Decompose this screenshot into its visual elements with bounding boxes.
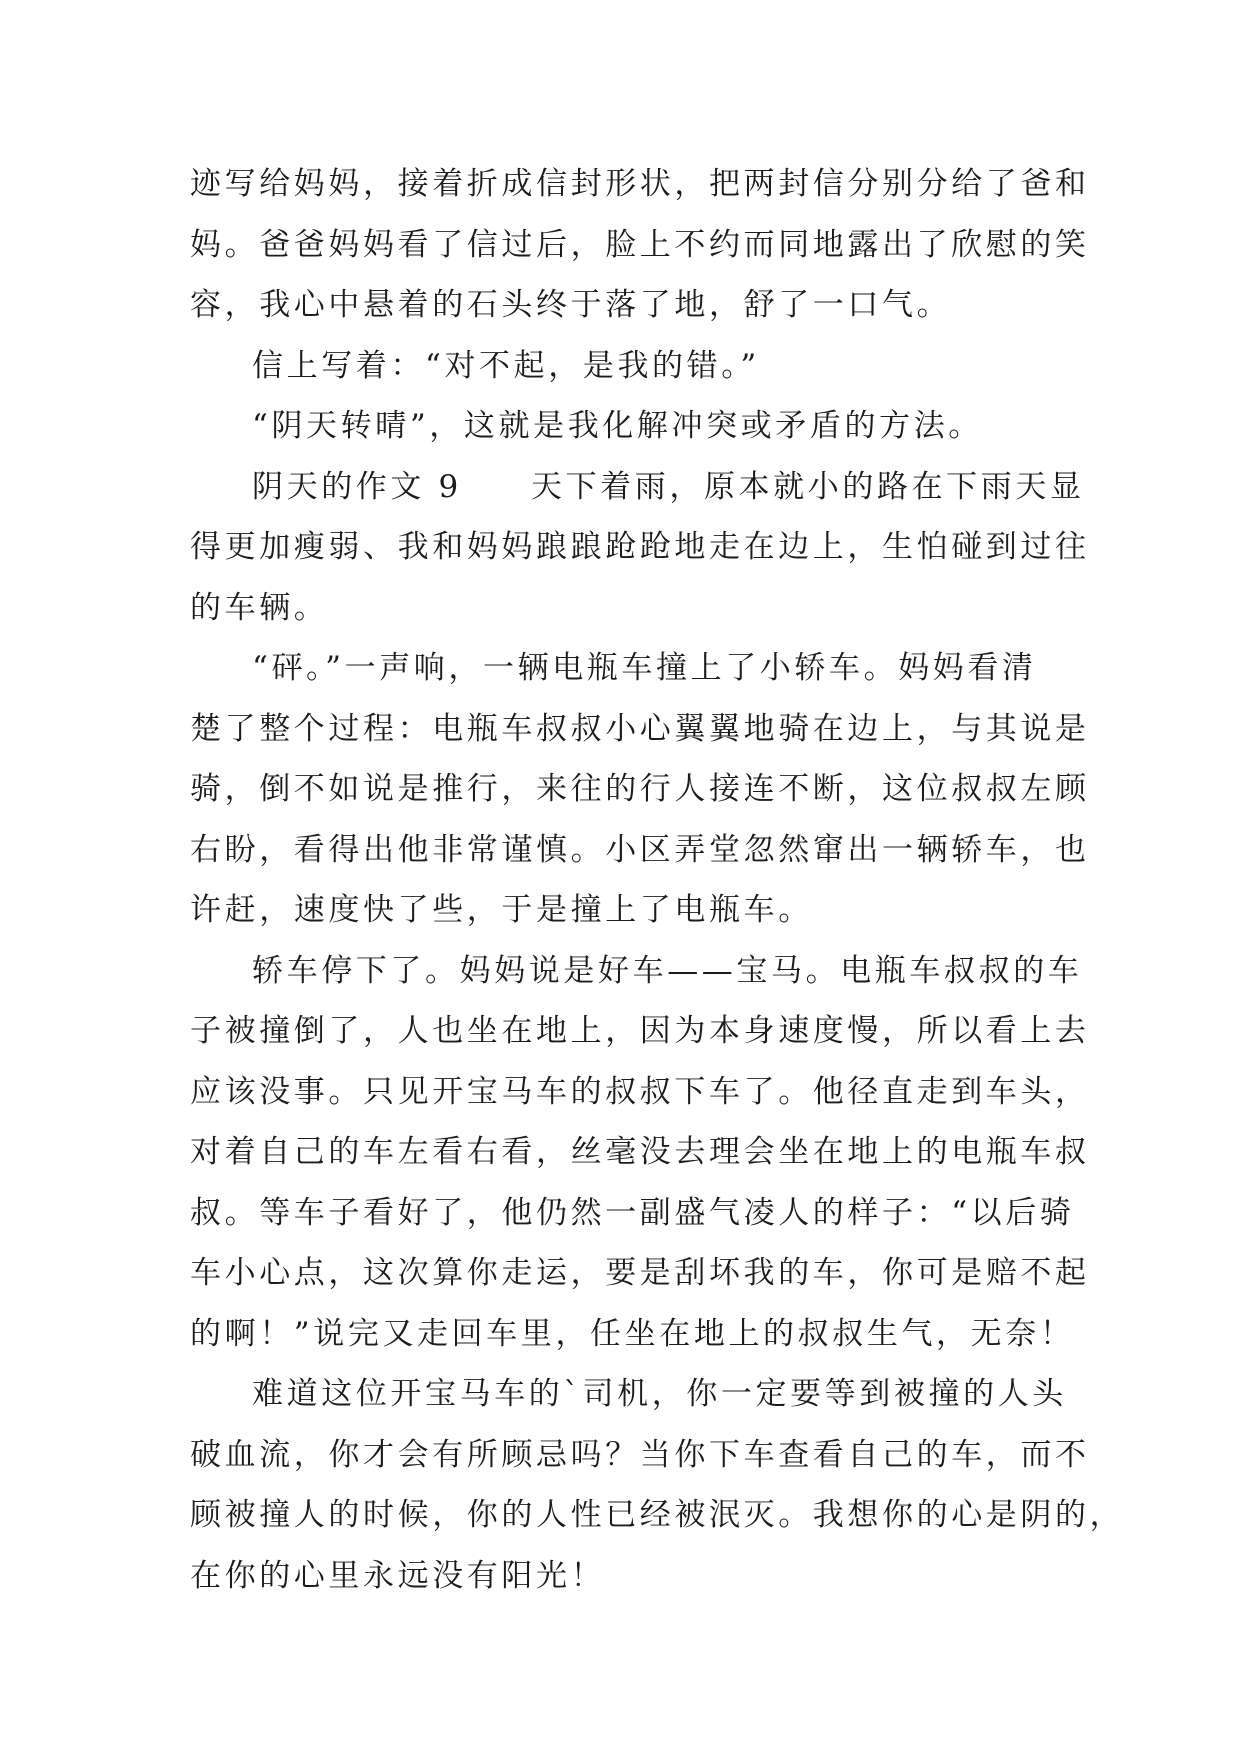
text-line: 妈。爸爸妈妈看了信过后，脸上不约而同地露出了欣慰的笑 — [190, 226, 1090, 263]
text-line: 应该没事。只见开宝马车的叔叔下车了。他径直走到车头， — [190, 1073, 1090, 1110]
text-line: 楚了整个过程：电瓶车叔叔小心翼翼地骑在边上，与其说是 — [190, 710, 1090, 747]
text-line: “砰。”一声响，一辆电瓶车撞上了小轿车。妈妈看清 — [252, 650, 1037, 686]
text-line: 右盼，看得出他非常谨慎。小区弄堂忽然窜出一辆轿车，也 — [190, 831, 1090, 868]
text-line: 迹写给妈妈，接着折成信封形状，把两封信分别分给了爸和 — [190, 166, 1090, 202]
text-line: 容，我心中悬着的石头终于落了地，舒了一口气。 — [190, 287, 952, 323]
text-line: 顾被撞人的时候，你的人性已经被泯灭。我想你的心是阴的， — [190, 1497, 1125, 1533]
text-line: 在你的心里永远没有阳光！ — [190, 1557, 606, 1594]
text-line: 骑，倒不如说是推行，来往的行人接连不断，这位叔叔左顾 — [190, 771, 1090, 807]
text-line: 破血流，你才会有所顾忌吗？当你下车查看自己的车，而不 — [190, 1436, 1090, 1473]
text-line: 叔。等车子看好了，他仍然一副盛气凌人的样子：“以后骑 — [190, 1194, 1075, 1231]
text-line: 的啊！”说完又走回车里，任坐在地上的叔叔生气，无奈！ — [190, 1315, 1075, 1352]
text-line: “阴天转晴”，这就是我化解冲突或矛盾的方法。 — [252, 408, 983, 444]
text-line: 子被撞倒了，人也坐在地上，因为本身速度慢，所以看上去 — [190, 1013, 1090, 1049]
text-line: 难道这位开宝马车的`司机，你一定要等到被撞的人头 — [252, 1376, 1067, 1412]
text-line: 得更加瘦弱、我和妈妈踉踉跄跄地走在边上，生怕碰到过往 — [190, 529, 1090, 565]
text-line: 车小心点，这次算你走运，要是刮坏我的车，你可是赔不起 — [190, 1255, 1090, 1291]
text-line: 许赶，速度快了些，于是撞上了电瓶车。 — [190, 892, 813, 928]
text-line: 信上写着：“对不起，是我的错。” — [252, 347, 760, 384]
section-heading-line: 阴天的作文 9 天下着雨，原本就小的路在下雨天显 — [252, 468, 1085, 505]
text-line: 对着自己的车左看右看，丝毫没去理会坐在地上的电瓶车叔 — [190, 1134, 1090, 1170]
text-line: 的车辆。 — [190, 589, 329, 626]
essay-body — [190, 154, 1125, 1606]
text-line: 轿车停下了。妈妈说是好车——宝马。电瓶车叔叔的车 — [252, 952, 1083, 989]
